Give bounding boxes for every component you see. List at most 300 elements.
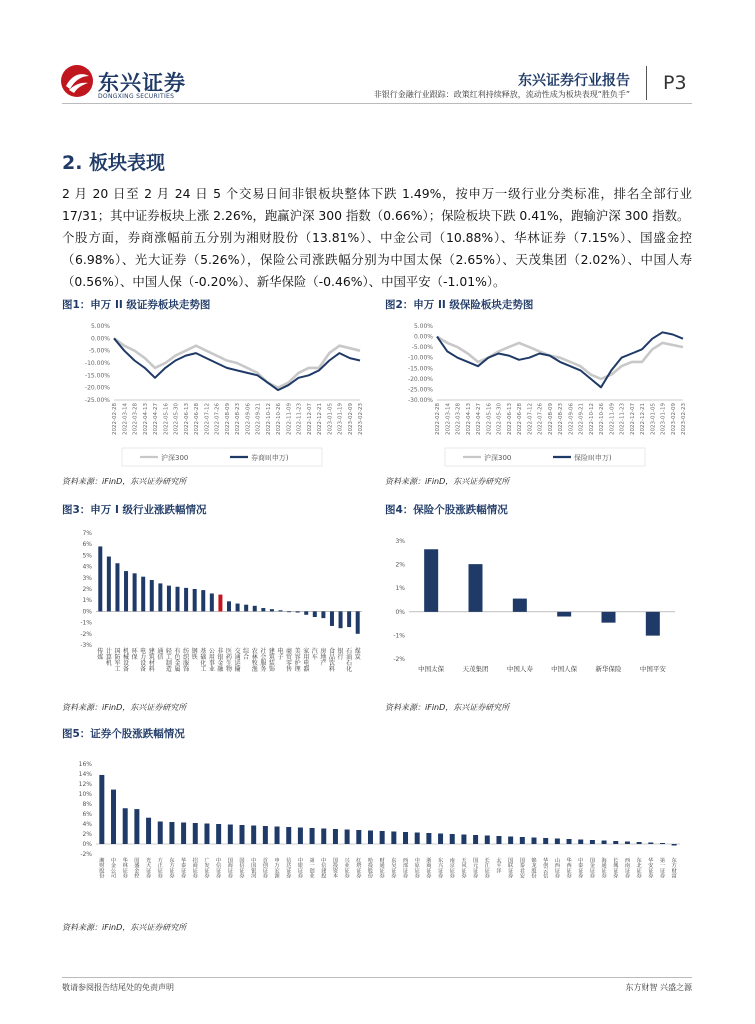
x-tick-label-char: 器 [303, 666, 310, 673]
x-tick-label-char: 万 [274, 863, 280, 870]
x-tick-label-char: 洋 [496, 868, 502, 875]
x-tick-label-char: 电 [277, 648, 284, 655]
bar [216, 824, 221, 844]
x-tick-label-char: 通 [379, 863, 385, 870]
x-tick-label: 天茂集团 [462, 665, 489, 673]
x-tick-label-char: 建 [268, 648, 275, 655]
x-tick-label-char: 林 [122, 863, 128, 870]
x-tick-label-char: 属 [174, 666, 181, 673]
x-tick-label-char: 色 [174, 654, 181, 661]
footer-slogan: 东方财智 兴盛之源 [625, 983, 692, 992]
fig1-chart [62, 318, 367, 468]
y-tick-label: -20.00% [84, 384, 110, 392]
bar [424, 549, 438, 612]
x-tick-label-char: 贸 [286, 654, 293, 661]
x-tick-label: 2022-03-28 [132, 403, 139, 435]
y-tick-label: -5.00% [411, 344, 433, 352]
x-tick-label-char: 家 [303, 648, 310, 655]
y-tick-label: -5.00% [88, 347, 110, 355]
x-tick-label: 2022-06-13 [506, 403, 513, 435]
x-tick-label-char: 国 [472, 858, 479, 864]
x-tick-label-char: 司 [110, 873, 117, 880]
x-tick-label-char: 第 [659, 858, 666, 864]
x-tick-label-char: 饮 [328, 660, 335, 667]
bar [228, 825, 233, 845]
paragraph-1: 2 月 20 日至 2 月 24 日 5 个交易日间非银板块整体下跌 1.49%，按申万一级行业分类标准，排名全部行业 17/31；其中证券板块上涨 2.26%，跑赢沪深 300 指数（0.66%）；保险板块下跌 0.41%，跑输沪深 300 指数。 [62, 186, 692, 223]
bar [133, 573, 137, 611]
x-tick-label-char: 国 [134, 858, 140, 864]
x-tick-label-char: 创 [309, 868, 315, 875]
bar [298, 828, 303, 845]
x-tick-label: 2022-03-14 [445, 403, 452, 435]
x-tick-label-char: 料 [328, 666, 335, 673]
bar [321, 829, 326, 845]
bar [270, 609, 274, 611]
bar [115, 563, 119, 611]
x-tick-label-char: 份 [367, 873, 374, 880]
x-tick-label: 2023-01-19 [660, 403, 667, 435]
x-tick-label-char: 份 [531, 873, 537, 880]
x-tick-label: 2022-07-12 [204, 403, 211, 435]
bar [496, 836, 501, 844]
bar [236, 604, 240, 612]
bar [304, 611, 308, 614]
x-tick-label-char: 券 [566, 873, 572, 880]
x-tick-label-char: 吴 [391, 863, 397, 870]
x-tick-label-char: 塔 [356, 863, 362, 870]
y-tick-label: 0.00% [413, 333, 433, 341]
x-tick-label-char: 东 [636, 858, 642, 864]
y-tick-label: 10% [78, 791, 92, 798]
x-tick-label-char: 西 [624, 858, 631, 864]
y-tick-label: -1% [393, 632, 405, 640]
x-tick-label-char: 证 [636, 868, 642, 875]
x-tick-label: 2023-02-09 [347, 403, 354, 435]
x-tick-label-char: 券 [554, 873, 560, 880]
bar [210, 593, 214, 611]
x-tick-label-char: 会 [260, 654, 267, 661]
x-tick-label: 2022-11-09 [286, 403, 293, 435]
y-tick-label: -2% [393, 656, 405, 663]
x-tick-label-char: 华 [543, 858, 549, 864]
x-tick-label: 中国太保 [418, 665, 445, 673]
x-tick-label-char: 券 [426, 873, 432, 880]
x-tick-label: 2022-10-26 [276, 403, 282, 435]
bar [296, 611, 300, 612]
x-tick-label-char: 商 [286, 648, 293, 655]
header-rule [62, 103, 692, 104]
y-tick-label: 6% [82, 541, 92, 549]
x-tick-label-char: 媒 [97, 654, 104, 661]
x-tick-label-char: 机 [105, 660, 112, 667]
bar [181, 823, 186, 845]
x-tick-label-char: 电 [140, 648, 147, 655]
x-tick-label-char: 车 [311, 654, 318, 661]
x-tick-label-char: 中 [414, 858, 420, 864]
x-tick-label-char: 建 [321, 868, 327, 875]
x-tick-label-char: 券 [356, 873, 362, 880]
x-tick-label-char: 券 [227, 873, 233, 880]
bar [368, 831, 373, 845]
bar [602, 841, 607, 845]
bar [508, 837, 513, 845]
x-tick-label-char: 券 [145, 873, 152, 880]
x-tick-label-char: 煤 [354, 648, 361, 655]
x-tick-label-char: 达 [286, 863, 292, 870]
x-tick-label-char: 银 [337, 648, 344, 655]
x-tick-label: 2022-07-12 [527, 403, 534, 435]
x-tick-label-char: 食 [328, 648, 335, 655]
x-tick-label-char: 源 [274, 873, 280, 880]
x-tick-label: 2022-11-23 [619, 403, 626, 435]
y-tick-label: 5.00% [90, 323, 110, 330]
x-tick-label-char: 饰 [183, 666, 190, 673]
x-tick-label-char: 方 [671, 863, 677, 870]
x-tick-label-char: 南 [624, 863, 631, 870]
x-tick-label-char: 证 [578, 868, 584, 875]
x-tick-label-char: 理 [294, 666, 301, 673]
bar [672, 844, 677, 846]
x-tick-label-char: 证 [180, 868, 187, 875]
x-tick-label-char: 服 [260, 660, 267, 667]
x-tick-label-char: 国 [589, 858, 596, 864]
x-tick-label: 2023-02-23 [358, 403, 364, 435]
bar [263, 826, 268, 844]
x-tick-label-char: 券 [402, 873, 409, 880]
x-tick-label-char: 证 [659, 868, 666, 875]
section-title: 2. 板块表现 [62, 152, 166, 174]
x-tick-label-char: 证 [449, 868, 455, 875]
bar [193, 823, 198, 844]
x-tick-label-char: 东 [391, 858, 397, 864]
x-tick-label-char: 防 [114, 654, 121, 661]
x-tick-label: 中国人保 [551, 665, 578, 673]
x-tick-label-char: 用 [208, 654, 215, 661]
x-tick-label-char: 证 [169, 868, 175, 875]
x-tick-label-char: 南 [449, 858, 455, 864]
x-tick-label-char: 药 [225, 654, 233, 661]
x-tick-label-char: 海 [601, 858, 607, 864]
bar [184, 588, 188, 612]
x-tick-label-char: 通 [157, 648, 164, 655]
x-tick-label-char: 券 [578, 873, 584, 880]
fig3-title: 图3：申万 I 级行业涨跌幅情况 [62, 504, 207, 516]
x-tick-label: 2022-08-23 [235, 403, 241, 435]
x-tick-label-char: 证 [297, 868, 304, 875]
bar [227, 601, 231, 611]
bar [330, 611, 334, 626]
bar [648, 843, 653, 845]
x-tick-label-char: 长 [613, 858, 619, 864]
x-tick-label-char: 产 [320, 660, 327, 667]
y-tick-label: -25.00% [84, 397, 110, 404]
bar [278, 610, 282, 611]
fig5-source: 资料来源：iFinD，东兴证券研究所 [62, 923, 187, 932]
x-tick-label-char: 装 [268, 660, 275, 667]
x-tick-label-char: 证 [391, 868, 397, 875]
y-tick-label: -10.00% [407, 354, 433, 362]
x-tick-label-char: 石 [346, 648, 353, 655]
x-tick-label: 2022-04-27 [153, 403, 159, 435]
x-tick-label-char: 券 [169, 873, 175, 880]
bar [356, 611, 360, 633]
bar [557, 612, 571, 617]
y-tick-label: 1% [82, 597, 92, 605]
x-tick-label-char: 中 [110, 858, 117, 864]
x-tick-label-char: 中 [297, 858, 304, 864]
x-tick-label-char: 京 [449, 863, 455, 870]
bar [275, 827, 280, 845]
x-tick-label: 2022-12-07 [629, 403, 636, 435]
x-tick-label-char: 铁 [191, 654, 198, 661]
x-tick-label-char: 化 [200, 660, 207, 667]
x-tick-label-char: 国 [239, 858, 245, 864]
x-tick-label: 2022-08-09 [547, 403, 554, 435]
x-tick-label-char: 国 [519, 858, 525, 864]
x-tick-label: 2022-10-26 [599, 403, 605, 435]
x-tick-label-char: 份 [99, 873, 105, 880]
x-tick-label: 2022-02-28 [112, 403, 118, 435]
x-tick-label: 2022-12-21 [317, 403, 323, 435]
x-tick-label-char: 富 [671, 873, 677, 880]
y-tick-label: 4% [82, 821, 92, 828]
x-tick-label-char: 传 [97, 648, 104, 655]
bar [520, 837, 525, 844]
x-tick-label-char: 财 [671, 868, 677, 875]
x-tick-label-char: 证 [379, 868, 385, 875]
x-tick-label-char: 工 [114, 666, 121, 673]
bar [218, 595, 222, 612]
x-tick-label-char: 基 [200, 648, 207, 655]
x-tick-label-char: 券 [286, 873, 292, 880]
fig4-chart [385, 525, 690, 697]
bar [347, 611, 351, 627]
x-tick-label-char: 中 [216, 858, 222, 864]
y-tick-label: 16% [78, 761, 92, 768]
x-tick-label-char: 财 [379, 858, 385, 864]
x-tick-label-char: 券 [601, 873, 607, 880]
x-tick-label-char: 创 [543, 863, 549, 870]
x-tick-label-char: 券 [613, 873, 619, 880]
x-tick-label-char: 房 [320, 648, 327, 655]
x-tick-label-char: 品 [328, 654, 335, 661]
bar [590, 840, 595, 844]
x-tick-label-char: 部 [402, 863, 409, 870]
x-tick-label-char: 长 [484, 858, 490, 864]
x-tick-label-char: 信 [239, 863, 245, 870]
x-tick-label-char: 国 [227, 858, 233, 864]
x-tick-label-char: 业 [344, 863, 350, 870]
x-tick-label-char: 业 [208, 666, 215, 673]
report-subtitle: 非银行金融行业跟踪：政策红利持续释放，流动性成为板块表现“胜负手” [373, 90, 630, 99]
x-tick-label-char: 券 [636, 873, 642, 880]
x-tick-label-char: 中 [251, 858, 257, 864]
x-tick-label-char: 招 [192, 858, 198, 864]
report-brand: 东兴证券行业报告 [518, 73, 630, 89]
x-tick-label-char: 泰 [519, 863, 525, 870]
x-tick-label-char: 券 [648, 873, 654, 880]
bar [345, 830, 350, 845]
x-tick-label-char: 信 [543, 873, 549, 880]
y-tick-label: 14% [78, 771, 92, 778]
x-tick-label: 2022-05-30 [496, 403, 503, 435]
x-tick-label-char: 化 [346, 666, 353, 673]
x-tick-label-char: 料 [148, 666, 155, 673]
bar [146, 818, 151, 844]
bar [201, 590, 205, 611]
x-tick-label-char: 通 [601, 863, 607, 870]
x-tick-label-char: 证 [437, 868, 444, 875]
x-tick-label-char: 证 [461, 868, 467, 875]
x-tick-label-char: 金 [110, 863, 117, 870]
x-tick-label-char: 券 [216, 873, 222, 880]
x-tick-label-char: 券 [379, 873, 385, 880]
x-tick-label-char: 渔 [251, 666, 258, 673]
x-tick-label-char: 林 [251, 654, 258, 661]
x-tick-label: 2022-08-09 [224, 403, 231, 435]
y-tick-label: -25.00% [407, 386, 433, 394]
bar [204, 824, 209, 845]
x-tick-label-char: 保 [131, 654, 138, 661]
bar [555, 839, 560, 845]
x-tick-label-char: 山 [554, 858, 560, 864]
x-tick-label-char: 第 [309, 858, 315, 864]
x-tick-label-char: 君 [519, 868, 525, 875]
x-tick-label-char: 金 [589, 863, 596, 870]
x-tick-label-char: 本 [332, 873, 339, 880]
bar [321, 611, 325, 618]
x-tick-label-char: 东 [437, 858, 444, 864]
x-tick-label-char: 钢 [191, 648, 198, 655]
series-line-hs300 [114, 338, 360, 387]
legend-label: 券商II(申万) [251, 454, 289, 462]
x-tick-label-char: 证 [344, 868, 350, 875]
x-tick-label-char: 华 [566, 858, 572, 864]
x-tick-label-char: 联 [508, 863, 514, 870]
x-tick-label-char: 证 [122, 868, 128, 875]
fig2-chart [385, 318, 690, 468]
x-tick-label-char: 输 [234, 666, 241, 673]
x-tick-label-char: 算 [105, 654, 112, 661]
x-tick-label-char: 医 [225, 648, 233, 655]
x-tick-label: 新华保险 [595, 665, 622, 673]
x-tick-label-char: 工 [165, 654, 172, 661]
x-tick-label-char: 东 [169, 858, 175, 864]
x-tick-label-char: 元 [472, 863, 479, 870]
x-tick-label-char: 计 [105, 648, 112, 655]
x-tick-label-char: 备 [140, 666, 147, 673]
y-tick-label: -20.00% [407, 375, 433, 383]
x-tick-label-char: 银 [217, 654, 224, 661]
paragraph-2: 个股方面，券商涨幅前五分别为湘财股份（13.81%）、中金公司（10.88%）、华林证券（7.15%）、国盛金控（6.98%）、光大证券（5.26%），保险公司涨跌幅分别为中国太保（2.65%）、天茂集团（2.02%）、中国人寿（0.56%）、中国人保（-0.20%）、新华保险（-0.46%）、中国平安（-1.01%）。 [62, 230, 692, 289]
x-tick-label-char: 国 [251, 863, 257, 870]
bar [193, 589, 197, 611]
bar [403, 832, 408, 844]
x-tick-label-char: 饰 [268, 666, 275, 673]
bar [391, 832, 396, 845]
x-tick-label-char: 证 [262, 868, 268, 875]
bar [613, 841, 618, 844]
bar [473, 835, 478, 844]
bar [438, 834, 443, 845]
x-tick-label-char: 务 [260, 666, 267, 673]
bar [567, 839, 572, 844]
x-tick-label-char: 券 [239, 873, 245, 880]
x-tick-label: 2022-11-09 [609, 403, 616, 435]
x-tick-label-char: 平 [496, 863, 502, 870]
x-tick-label-char: 投 [367, 863, 374, 870]
x-tick-label-char: 券 [472, 873, 479, 880]
fig2-title: 图2：申万 II 级保险板块走势图 [385, 299, 534, 311]
x-tick-label-char: 综 [243, 648, 250, 655]
bar [578, 840, 583, 845]
x-tick-label-char: 泰 [578, 863, 584, 870]
x-tick-label-char: 护 [294, 660, 301, 667]
x-tick-label-char: 控 [134, 873, 140, 880]
y-tick-label: 1% [395, 585, 405, 593]
bar [158, 822, 163, 845]
x-tick-label-char: 西 [402, 858, 409, 864]
legend-label: 保险II(申万) [574, 454, 612, 462]
x-tick-label-char: 公 [110, 868, 117, 875]
x-tick-label: 2022-11-23 [296, 403, 303, 435]
x-tick-label-char: 信 [216, 863, 222, 870]
x-tick-label-char: 设 [140, 660, 147, 667]
x-tick-label-char: 军 [114, 660, 121, 667]
bar [450, 834, 455, 844]
x-tick-label-char: 泰 [180, 863, 187, 870]
x-tick-label-char: 商 [426, 863, 432, 870]
x-tick-label-char: 发 [204, 863, 210, 870]
x-tick-label-char: 江 [484, 863, 490, 870]
y-tick-label: -2% [80, 851, 92, 858]
x-tick-label: 2023-01-19 [337, 403, 344, 435]
x-tick-label-char: 光 [145, 858, 152, 864]
x-tick-label: 2022-12-21 [640, 403, 646, 435]
bar [176, 587, 180, 612]
x-tick-label: 2022-05-16 [163, 403, 170, 435]
x-tick-label-char: 有 [174, 648, 181, 655]
x-tick-label-char: 安 [519, 873, 525, 880]
bar [333, 829, 338, 844]
fig4-source: 资料来源：iFinD，东兴证券研究所 [385, 703, 510, 712]
x-tick-label-char: 券 [589, 873, 596, 880]
y-tick-label: -3% [80, 642, 92, 649]
x-tick-label: 2022-09-06 [245, 403, 252, 435]
bar [461, 835, 466, 845]
y-tick-label: 8% [82, 801, 92, 808]
bar [287, 611, 291, 612]
x-tick-label: 2022-05-16 [486, 403, 493, 435]
bar [261, 608, 265, 611]
y-tick-label: -15.00% [84, 372, 110, 380]
y-tick-label: 2% [82, 586, 92, 593]
x-tick-label: 2022-07-26 [537, 403, 544, 435]
y-tick-label: 7% [82, 530, 92, 537]
bar [244, 605, 248, 612]
x-tick-label-char: 海 [227, 863, 233, 870]
x-tick-label-char: 证 [157, 868, 163, 875]
x-tick-label-char: 美 [294, 648, 301, 655]
bar [426, 833, 431, 844]
x-tick-label-char: 正 [157, 863, 163, 870]
x-tick-label-char: 券 [204, 873, 210, 880]
x-tick-label-char: 券 [461, 873, 467, 880]
bar [240, 825, 245, 844]
y-tick-label: -2% [80, 630, 92, 638]
bar [543, 838, 548, 844]
x-tick-label-char: 券 [624, 873, 631, 880]
